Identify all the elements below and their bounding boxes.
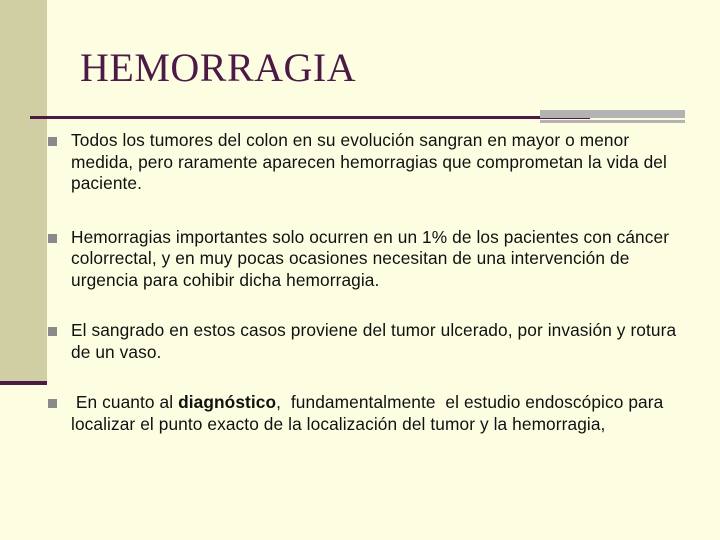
bullet-text: Todos los tumores del colon en su evolución sangran en mayor o menor medida, pero raramente aparecen hemorragias que comprometan la vida del paciente. <box>71 130 667 193</box>
left-bar-underline <box>0 381 47 385</box>
bullet-text-bold: diagnóstico <box>178 392 277 412</box>
title-divider <box>30 116 590 119</box>
bullet-square-icon <box>48 234 57 243</box>
bullet-text-post: , fundamentalmente el estudio endoscópico para localizar el punto exacto de la localización del tumor y la hemorragia, <box>71 392 669 434</box>
bullet-item <box>48 320 688 363</box>
bullet-square-icon <box>48 137 57 146</box>
bullet-item <box>48 227 688 292</box>
slide-title: HEMORRAGIA <box>80 45 357 90</box>
bullet-square-icon <box>48 399 57 408</box>
bullet-text: Hemorragias importantes solo ocurren en un 1% de los pacientes con cáncer colorrectal, y en muy pocas ocasiones necesitan de una intervención de urgencia para cohibir dicha hemorragia. <box>71 226 670 290</box>
bullet-square-icon <box>48 327 57 336</box>
bullet-item <box>48 392 688 435</box>
bullet-list <box>48 130 688 435</box>
title-divider-accent <box>540 110 685 118</box>
bullet-text-pre: En cuanto al <box>71 392 179 412</box>
left-decorative-bar <box>0 0 47 385</box>
title-divider-accent-lower <box>540 120 685 123</box>
bullet-text: El sangrado en estos casos proviene del tumor ulcerado, por invasión y rotura de un vaso. <box>71 320 677 362</box>
bullet-item <box>48 130 688 195</box>
